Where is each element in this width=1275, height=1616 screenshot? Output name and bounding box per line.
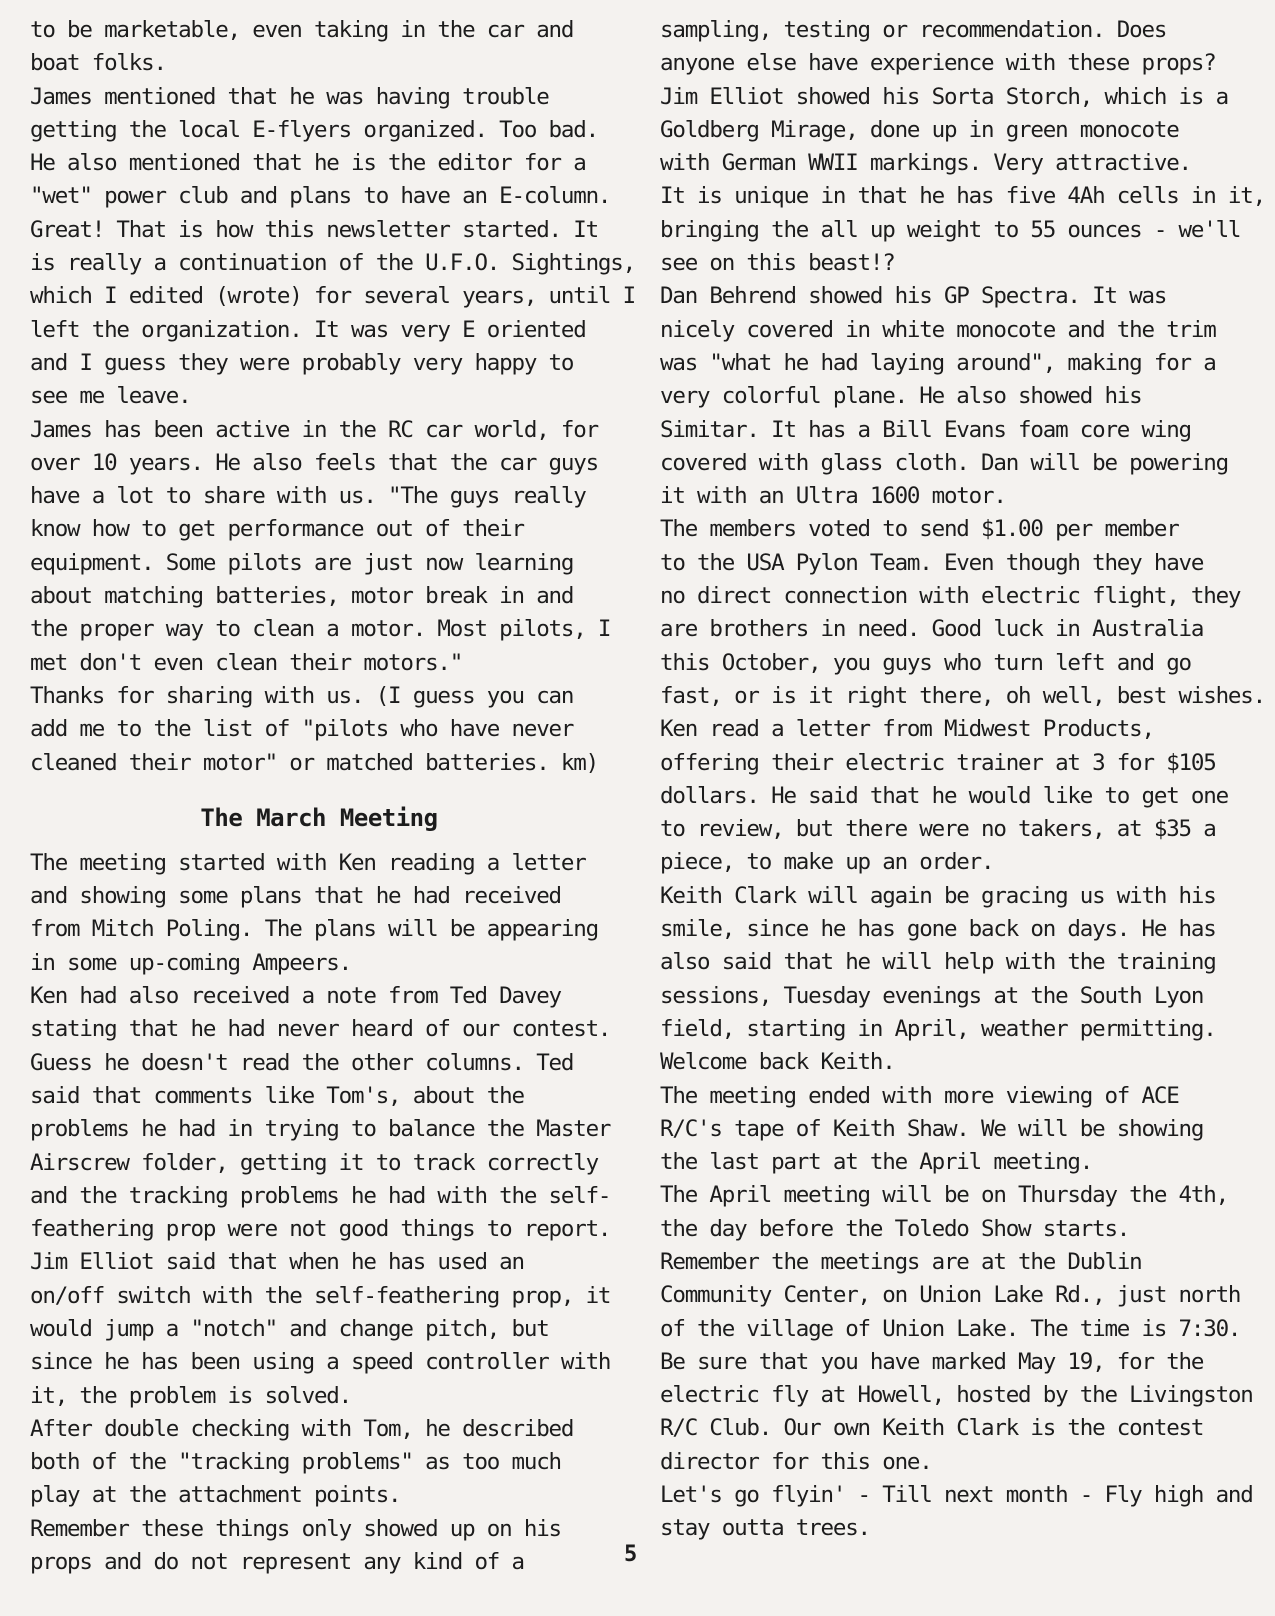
text-line: add me to the list of "pilots who have never xyxy=(30,716,574,743)
text-line: Ken had also received a note from Ted Davey xyxy=(30,983,561,1010)
text-line: and showing some plans that he had received xyxy=(30,883,561,910)
text-line: Goldberg Mirage, done up in green monocote xyxy=(660,116,1179,143)
text-line: and the tracking problems he had with the self- xyxy=(30,1182,611,1209)
text-line: smile, since he has gone back on days. He has xyxy=(660,916,1216,943)
text-line: and I guess they were probably very happy to xyxy=(30,349,574,376)
text-line: to review, but there were no takers, at $35 a xyxy=(660,816,1216,843)
text-line: also said that he will help with the training xyxy=(660,949,1216,976)
text-line: see on this beast!? xyxy=(660,250,895,277)
text-line: piece, to make up an order. xyxy=(660,849,994,876)
text-line: have a lot to share with us. "The guys really xyxy=(30,483,586,510)
text-line: to the USA Pylon Team. Even though they have xyxy=(660,549,1204,576)
text-line: R/C's tape of Keith Shaw. We will be showing xyxy=(660,1115,1204,1142)
left-column xyxy=(30,14,635,1579)
text-line: on/off switch with the self-feathering prop, it xyxy=(30,1282,611,1309)
text-line: no direct connection with electric flight, they xyxy=(660,583,1241,610)
text-line: R/C Club. Our own Keith Clark is the contest xyxy=(660,1415,1204,1442)
text-line: the last part at the April meeting. xyxy=(660,1149,1093,1176)
text-line: James has been active in the RC car world, for xyxy=(30,416,598,443)
text-line: would jump a "notch" and change pitch, but xyxy=(30,1315,549,1342)
text-line: is really a continuation of the U.F.O. Sightings, xyxy=(30,250,635,277)
text-line: Airscrew folder, getting it to track correctly xyxy=(30,1149,598,1176)
text-line: problems he had in trying to balance the Master xyxy=(30,1116,611,1143)
text-line: field, starting in April, weather permitting. xyxy=(660,1015,1216,1042)
text-line: anyone else have experience with these props? xyxy=(660,50,1216,77)
text-line: offering their electric trainer at 3 for $105 xyxy=(660,749,1216,776)
text-line: was "what he had laying around", making for a xyxy=(660,349,1216,376)
text-line: which I edited (wrote) for several years, until I xyxy=(30,283,635,310)
text-line: boat folks. xyxy=(30,50,166,77)
text-line: The meeting started with Ken reading a letter xyxy=(30,849,586,876)
text-line: electric fly at Howell, hosted by the Livingston xyxy=(660,1382,1253,1409)
text-line: of the village of Union Lake. The time is 7:30. xyxy=(660,1315,1241,1342)
text-line: this October, you guys who turn left and go xyxy=(660,649,1191,676)
text-line: Great! That is how this newsletter started. It xyxy=(30,216,598,243)
text-line: equipment. Some pilots are just now learning xyxy=(30,549,574,576)
text-line: Community Center, on Union Lake Rd., just north xyxy=(660,1282,1241,1309)
text-line: the day before the Toledo Show starts. xyxy=(660,1215,1130,1242)
text-line: sessions, Tuesday evenings at the South Lyon xyxy=(660,982,1204,1009)
text-line: Welcome back Keith. xyxy=(660,1049,895,1076)
text-line: dollars. He said that he would like to get one xyxy=(660,782,1228,809)
text-line: sampling, testing or recommendation. Does xyxy=(660,17,1167,43)
text-line: stating that he had never heard of our contest. xyxy=(30,1016,611,1043)
text-line: The April meeting will be on Thursday the 4th, xyxy=(660,1182,1228,1209)
page-number: 5 xyxy=(624,1542,638,1567)
text-line: Jim Elliot showed his Sorta Storch, which is a xyxy=(660,83,1228,110)
text-line: fast, or is it right there, oh well, best wishes. xyxy=(660,682,1265,709)
left-column-text-top xyxy=(30,14,635,780)
text-line: very colorful plane. He also showed his xyxy=(660,383,1142,410)
text-line: It is unique in that he has five 4Ah cells in it, xyxy=(660,183,1265,210)
text-line: Remember the meetings are at the Dublin xyxy=(660,1248,1142,1275)
text-line: the proper way to clean a motor. Most pilots, I xyxy=(30,616,611,643)
text-line: He also mentioned that he is the editor for a xyxy=(30,150,586,177)
text-line: director for this one. xyxy=(660,1448,932,1475)
text-line: it with an Ultra 1600 motor. xyxy=(660,483,1006,510)
text-line: met don't even clean their motors." xyxy=(30,649,463,676)
text-line: Remember these things only showed up on his xyxy=(30,1515,561,1542)
text-line: The meeting ended with more viewing of ACE xyxy=(660,1082,1179,1109)
text-line: After double checking with Tom, he described xyxy=(30,1415,574,1442)
text-line: Be sure that you have marked May 19, for the xyxy=(660,1348,1204,1375)
text-line: feathering prop were not good things to report. xyxy=(30,1216,611,1243)
text-line: since he has been using a speed controller with xyxy=(30,1349,611,1376)
text-line: play at the attachment points. xyxy=(30,1482,401,1509)
text-line: Let's go flyin' - Till next month - Fly high and xyxy=(660,1482,1253,1509)
text-line: left the organization. It was very E oriented xyxy=(30,316,586,343)
text-line: are brothers in need. Good luck in Australia xyxy=(660,616,1204,643)
right-column-text xyxy=(660,14,1265,1546)
text-line: Jim Elliot said that when he has used an xyxy=(30,1249,524,1276)
text-line: stay outta trees. xyxy=(660,1515,870,1542)
text-line: Ken read a letter from Midwest Products, xyxy=(660,716,1154,743)
text-line: Thanks for sharing with us. (I guess you can xyxy=(30,682,574,709)
text-line: James mentioned that he was having trouble xyxy=(30,83,549,110)
text-line: Dan Behrend showed his GP Spectra. It was xyxy=(660,283,1167,310)
text-line: from Mitch Poling. The plans will be appearing xyxy=(30,916,598,943)
section-heading: The March Meeting xyxy=(200,803,438,832)
text-line: cleaned their motor" or matched batteries. km) xyxy=(30,749,598,776)
text-line: covered with glass cloth. Dan will be powering xyxy=(660,449,1228,476)
text-line: bringing the all up weight to 55 ounces - we'll xyxy=(660,216,1241,243)
text-line: Simitar. It has a Bill Evans foam core wing xyxy=(660,416,1191,443)
text-line: said that comments like Tom's, about the xyxy=(30,1082,524,1109)
text-line: about matching batteries, motor break in and xyxy=(30,583,574,610)
text-line: getting the local E-flyers organized. Too bad. xyxy=(30,116,598,143)
text-line: Keith Clark will again be gracing us with his xyxy=(660,882,1216,909)
right-column xyxy=(660,14,1265,1546)
text-line: it, the problem is solved. xyxy=(30,1382,351,1409)
text-line: in some up-coming Ampeers. xyxy=(30,949,351,976)
text-line: both of the "tracking problems" as too much xyxy=(30,1449,561,1476)
text-line: props and do not represent any kind of a xyxy=(30,1549,524,1576)
text-line: over 10 years. He also feels that the car guys xyxy=(30,449,598,476)
text-line: to be marketable, even taking in the car and xyxy=(30,17,574,43)
text-line: with German WWII markings. Very attractive. xyxy=(660,150,1191,177)
text-line: see me leave. xyxy=(30,383,191,410)
text-line: The members voted to send $1.00 per member xyxy=(660,516,1179,543)
text-line: nicely covered in white monocote and the trim xyxy=(660,316,1216,343)
left-column-text-bottom xyxy=(30,847,611,1580)
text-line: "wet" power club and plans to have an E-column. xyxy=(30,183,611,210)
text-line: know how to get performance out of their xyxy=(30,516,524,543)
text-line: Guess he doesn't read the other columns. Ted xyxy=(30,1049,574,1076)
